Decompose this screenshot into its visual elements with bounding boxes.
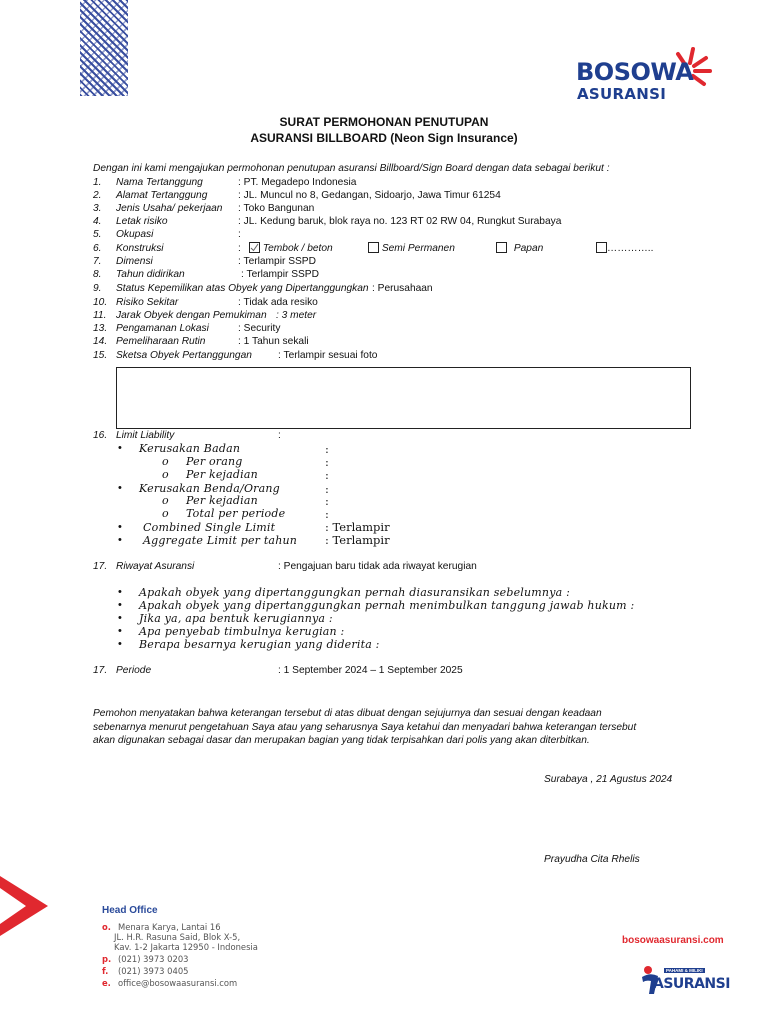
place-date: Surabaya , 21 Agustus 2024 bbox=[544, 774, 673, 785]
limit-row-label: Kerusakan Benda/Orang bbox=[139, 482, 280, 495]
sub-bullet-icon: o bbox=[162, 494, 169, 507]
bosowa-logo bbox=[574, 44, 719, 106]
limit-row-value: : Terlampir bbox=[325, 520, 390, 534]
email-label: e. bbox=[102, 978, 111, 988]
checkbox-icon[interactable] bbox=[496, 242, 507, 253]
badge-small-text: PAHAMI & MILIKI bbox=[666, 968, 703, 973]
riwayat-value: : Pengajuan baru tidak ada riwayat kerugian bbox=[278, 561, 477, 572]
limit-num: 16. bbox=[93, 430, 108, 441]
bullet-icon: • bbox=[118, 586, 122, 598]
item-num: 15. bbox=[93, 350, 108, 361]
question-item: Apakah obyek yang dipertanggungkan pernah menimbulkan tanggung jawab hukum : bbox=[139, 599, 635, 612]
item-label: Sketsa Obyek Pertanggungan bbox=[116, 350, 252, 361]
question-item: Apa penyebab timbulnya kerugian : bbox=[139, 625, 345, 638]
statement-line: akan digunakan sebagai dasar dan merupakan bagian yang tidak terpisahkan dari polis yang akan diterbitkan. bbox=[93, 735, 590, 746]
badge-big-text: ASURANSI bbox=[653, 976, 730, 992]
item-value: : Terlampir SSPD bbox=[241, 269, 319, 280]
checkbox-checked-icon[interactable] bbox=[249, 242, 260, 253]
limit-row-label: Per kejadian bbox=[186, 494, 258, 507]
konstruksi-option-tembok[interactable] bbox=[249, 242, 333, 254]
item-value: : PT. Megadepo Indonesia bbox=[238, 177, 357, 188]
item-num: 11. bbox=[93, 310, 107, 321]
item-value: : Toko Bangunan bbox=[238, 203, 315, 214]
bullet-icon: • bbox=[118, 625, 122, 637]
logo-line1: BOSOWA bbox=[576, 58, 694, 86]
limit-row-label: Per kejadian bbox=[186, 468, 258, 481]
item-value: : Security bbox=[238, 323, 281, 334]
item-label: Tahun didirikan bbox=[116, 269, 185, 280]
checkbox-icon[interactable] bbox=[596, 242, 607, 253]
logo-line2: ASURANSI bbox=[577, 85, 667, 103]
checkbox-icon[interactable] bbox=[368, 242, 379, 253]
item-value: : Perusahaan bbox=[372, 283, 433, 294]
item-num: 2. bbox=[93, 190, 102, 201]
address-line: Kav. 1-2 Jakarta 12950 - Indonesia bbox=[114, 942, 258, 952]
konstruksi-option-other[interactable] bbox=[596, 242, 653, 254]
item-label: Konstruksi bbox=[116, 243, 164, 254]
asuransi-badge bbox=[640, 962, 730, 996]
website-link[interactable]: bosowaasuransi.com bbox=[622, 935, 724, 946]
question-item: Berapa besarnya kerugian yang diderita : bbox=[139, 638, 380, 651]
item-num: 10. bbox=[93, 297, 108, 308]
item-num: 6. bbox=[93, 243, 102, 254]
item-label: Pengamanan Lokasi bbox=[116, 323, 209, 334]
question-item: Jika ya, apa bentuk kerugiannya : bbox=[139, 612, 333, 625]
limit-row-label: Per orang bbox=[186, 455, 243, 468]
item-label: Jarak Obyek dengan Pemukiman bbox=[116, 310, 267, 321]
limit-row-value: : bbox=[325, 507, 329, 521]
konstruksi-option-semi-permanen[interactable] bbox=[368, 242, 455, 254]
phone-label: p. bbox=[102, 954, 112, 964]
question-item: Apakah obyek yang dipertanggungkan pernah diasuransikan sebelumnya : bbox=[139, 586, 570, 599]
fax-label: f. bbox=[102, 966, 109, 976]
item-num: 5. bbox=[93, 229, 102, 240]
limit-row-label: Kerusakan Badan bbox=[139, 442, 241, 455]
bullet-icon: • bbox=[118, 638, 122, 650]
item-value: : JL. Kedung baruk, blok raya no. 123 RT 02 RW 04, Rungkut Surabaya bbox=[238, 216, 562, 227]
sub-bullet-icon: o bbox=[162, 455, 169, 468]
item-label: Jenis Usaha/ pekerjaan bbox=[116, 203, 223, 214]
item-num: 3. bbox=[93, 203, 102, 214]
item-label: Risiko Sekitar bbox=[116, 297, 179, 308]
address-line: Menara Karya, Lantai 16 bbox=[118, 922, 221, 932]
limit-label: Limit Liability bbox=[116, 430, 175, 441]
limit-row-label: Total per periode bbox=[186, 507, 286, 520]
item-label: Okupasi bbox=[116, 229, 154, 240]
item-label: Status Kepemilikan atas Obyek yang Dipertanggungkan bbox=[116, 283, 369, 294]
item-num: 4. bbox=[93, 216, 102, 227]
sketch-box[interactable] bbox=[116, 367, 691, 429]
riwayat-label: Riwayat Asuransi bbox=[116, 561, 195, 572]
item-num: 1. bbox=[93, 177, 102, 188]
footer-address bbox=[102, 922, 258, 988]
item-value: : Tidak ada resiko bbox=[238, 297, 318, 308]
address-label: o. bbox=[102, 922, 111, 932]
intro-text: Dengan ini kami mengajukan permohonan penutupan asuransi Billboard/Sign Board dengan data sebagai berikut : bbox=[93, 163, 610, 174]
item-value: : 3 meter bbox=[276, 310, 317, 321]
limit-row-value: : bbox=[325, 494, 329, 508]
item-label: Alamat Tertanggung bbox=[116, 190, 208, 201]
phone-number[interactable]: (021) 3973 0203 bbox=[118, 954, 189, 964]
head-office-title: Head Office bbox=[102, 905, 158, 916]
item-num: 9. bbox=[93, 283, 102, 294]
red-chevron-icon bbox=[0, 876, 50, 940]
item-value: : Terlampir sesuai foto bbox=[278, 350, 378, 361]
limit-colon: : bbox=[278, 430, 281, 441]
bullet-icon: • bbox=[118, 521, 122, 533]
bullet-icon: • bbox=[118, 442, 122, 454]
item-value: : bbox=[238, 229, 241, 240]
riwayat-num: 17. bbox=[93, 561, 108, 572]
limit-row-label: Combined Single Limit bbox=[143, 521, 276, 534]
konstruksi-option-label: Tembok / beton bbox=[262, 243, 333, 254]
item-num: 7. bbox=[93, 256, 102, 267]
item-num: 8. bbox=[93, 269, 102, 280]
document-title-line1: SURAT PERMOHONAN PENUTUPAN bbox=[279, 115, 489, 129]
limit-row-value: : bbox=[325, 455, 329, 469]
signer-name: Prayudha Cita Rhelis bbox=[544, 854, 640, 865]
item-label: Nama Tertanggung bbox=[116, 177, 203, 188]
limit-row-value: : bbox=[325, 468, 329, 482]
konstruksi-option-papan[interactable] bbox=[496, 242, 543, 254]
item-label: Letak risiko bbox=[116, 216, 168, 227]
item-value: : JL. Muncul no 8, Gedangan, Sidoarjo, Jawa Timur 61254 bbox=[238, 190, 501, 201]
periode-num: 17. bbox=[93, 665, 108, 676]
limit-row-value: : Terlampir bbox=[325, 533, 390, 547]
limit-row-value: : bbox=[325, 482, 329, 496]
header-pattern-decoration bbox=[80, 0, 128, 96]
item-value: : bbox=[238, 243, 241, 254]
limit-row-label: Aggregate Limit per tahun bbox=[143, 534, 298, 547]
item-label: Pemeliharaan Rutin bbox=[116, 336, 206, 347]
statement-line: Pemohon menyatakan bahwa keterangan tersebut di atas dibuat dengan sejujurnya dan sesuai dengan keadaan bbox=[93, 708, 602, 719]
item-label: Dimensi bbox=[116, 256, 153, 267]
konstruksi-option-label: ………….. bbox=[607, 243, 654, 254]
limit-row-value: : bbox=[325, 442, 329, 456]
statement-line: sebenarnya menurut pengetahuan Saya atau yang seharusnya Saya ketahui dan menyadari bahwa keterangan tersebut bbox=[93, 722, 637, 733]
item-value: : 1 Tahun sekali bbox=[238, 336, 309, 347]
sub-bullet-icon: o bbox=[162, 468, 169, 481]
fax-number: (021) 3973 0405 bbox=[118, 966, 189, 976]
address-line: JL. H.R. Rasuna Said, Blok X-5, bbox=[114, 932, 241, 942]
sub-bullet-icon: o bbox=[162, 507, 169, 520]
bullet-icon: • bbox=[118, 534, 122, 546]
item-num: 13. bbox=[93, 323, 108, 334]
email-link[interactable]: office@bosowaasuransi.com bbox=[118, 978, 238, 988]
item-value: : Terlampir SSPD bbox=[238, 256, 316, 267]
periode-label: Periode bbox=[116, 665, 152, 676]
periode-value: : 1 September 2024 – 1 September 2025 bbox=[278, 665, 463, 676]
konstruksi-option-label: Papan bbox=[513, 243, 544, 254]
konstruksi-option-label: Semi Permanen bbox=[381, 243, 455, 254]
document-title-line2: ASURANSI BILLBOARD (Neon Sign Insurance) bbox=[250, 131, 518, 145]
bullet-icon: • bbox=[118, 599, 122, 611]
bullet-icon: • bbox=[118, 482, 122, 494]
bullet-icon: • bbox=[118, 612, 122, 624]
item-num: 14. bbox=[93, 336, 108, 347]
